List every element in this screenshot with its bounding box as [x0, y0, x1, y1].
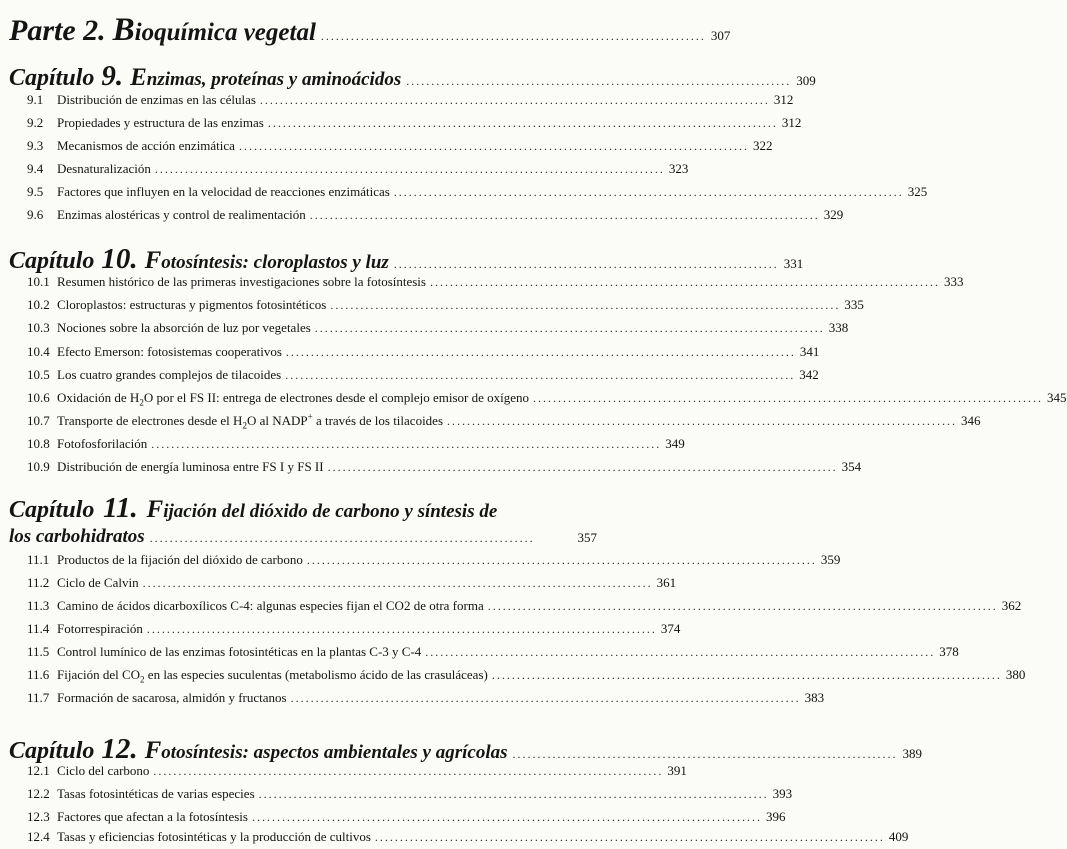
- chapter-page: 389: [902, 746, 923, 761]
- toc-entry: [27, 92, 794, 112]
- section-title: Mecanismos de acción enzimática: [57, 138, 235, 153]
- dot-leader: ......................................................................................................: [259, 93, 770, 107]
- dot-leader: ......................................................................................................: [314, 321, 825, 335]
- section-title: Tasas fotosintéticas de varias especies: [57, 786, 255, 801]
- section-page: 396: [765, 809, 786, 824]
- section-number: 9.1: [27, 92, 44, 107]
- section-number: 10.3: [27, 320, 50, 335]
- chapter-number: 10.: [101, 243, 138, 275]
- section-title-part: a través de los tilacoides: [312, 413, 444, 428]
- subscript: 2: [242, 420, 247, 431]
- section-title: Control lumínico de las enzimas fotosintéticas en la plantas C-3 y C-4: [57, 644, 422, 659]
- dot-leader: ......................................................................................................: [238, 139, 749, 153]
- dot-leader: ......................................................................................................: [290, 691, 801, 705]
- part-title-initial: B: [112, 12, 135, 48]
- toc-entry: [27, 115, 802, 135]
- dot-leader: .............................................................................: [149, 531, 535, 545]
- chapter-page: 309: [796, 73, 816, 88]
- dot-leader: ......................................................................................................: [267, 116, 778, 130]
- section-page: 374: [660, 621, 681, 636]
- section-page: 329: [823, 207, 844, 222]
- dot-leader: ......................................................................................................: [285, 345, 796, 359]
- part-heading: [9, 12, 731, 48]
- section-page: 342: [799, 367, 819, 382]
- section-title: Desnaturalización: [57, 161, 151, 176]
- toc-entry: [27, 390, 1067, 410]
- section-number: 12.1: [27, 763, 50, 778]
- chapter-title-initial: F: [146, 496, 164, 523]
- section-page: 341: [799, 344, 820, 359]
- section-number: 11.7: [27, 690, 50, 705]
- section-number: 10.5: [27, 367, 50, 382]
- chapter-heading: [9, 733, 923, 766]
- toc-entry: [27, 598, 1022, 618]
- section-title: Nociones sobre la absorción de luz por vegetales: [57, 320, 311, 335]
- dot-leader: .............................................................................: [393, 257, 779, 271]
- toc-entry: [27, 367, 819, 387]
- dot-leader: ......................................................................................................: [285, 368, 796, 382]
- dot-leader: ......................................................................................................: [251, 810, 762, 824]
- dot-leader: ......................................................................................................: [151, 437, 662, 451]
- section-title-part: O por el FS II: entrega de electrones desde el complejo emisor de oxígeno: [143, 390, 529, 405]
- chapter-number: 9.: [101, 60, 124, 92]
- toc-entry: [27, 763, 687, 783]
- section-page: 333: [943, 274, 964, 289]
- toc-entry: [27, 344, 820, 364]
- section-title: Ciclo del carbono: [57, 763, 150, 778]
- section-page: 378: [939, 644, 959, 659]
- dot-leader: .............................................................................: [320, 29, 706, 43]
- section-number: 11.4: [27, 621, 50, 636]
- superscript: +: [307, 411, 313, 422]
- section-page: 359: [820, 552, 841, 567]
- section-page: 325: [907, 184, 928, 199]
- section-number: 9.2: [27, 115, 44, 130]
- section-page: 346: [961, 413, 981, 428]
- section-number: 11.3: [27, 598, 50, 613]
- section-title: Productos de la fijación del dióxido de carbono: [57, 552, 303, 567]
- chapter-title: otosíntesis: cloroplastos y luz: [161, 252, 389, 273]
- chapter-title-initial: F: [144, 247, 162, 274]
- section-page: 335: [844, 297, 864, 312]
- toc-entry: [27, 552, 841, 572]
- section-title: [57, 413, 443, 429]
- section-number: 11.5: [27, 644, 50, 659]
- dot-leader: ......................................................................................................: [487, 599, 998, 613]
- part-title-rest: ioquímica vegetal: [134, 19, 316, 46]
- section-number: 10.4: [27, 344, 50, 359]
- section-page: 354: [841, 459, 862, 474]
- section-title: [57, 667, 488, 683]
- section-page: 380: [1005, 667, 1026, 682]
- part-page: 307: [710, 28, 731, 43]
- dot-leader: ......................................................................................................: [146, 622, 657, 636]
- chapter-page: 331: [783, 256, 804, 271]
- section-title-part: Transporte de electrones desde el H: [57, 413, 243, 428]
- dot-leader: ......................................................................................................: [306, 553, 817, 567]
- section-number: 9.3: [27, 138, 44, 153]
- dot-leader: ......................................................................................................: [491, 668, 1002, 682]
- dot-leader: ......................................................................................................: [309, 208, 820, 222]
- chapter-title: ijación del dióxido de carbono y síntesis de: [163, 501, 498, 522]
- dot-leader: ......................................................................................................: [327, 460, 838, 474]
- section-title: Enzimas alostéricas y control de realimentación: [57, 207, 306, 222]
- section-page: 362: [1001, 598, 1022, 613]
- section-title-part: O al NADP: [246, 413, 308, 428]
- section-title: Efecto Emerson: fotosistemas cooperativos: [57, 344, 282, 359]
- section-title: Camino de ácidos dicarboxílicos C-4: algunas especies fijan el CO2 de otra forma: [57, 598, 484, 613]
- section-page: 383: [804, 690, 825, 705]
- dot-leader: ......................................................................................................: [533, 391, 1043, 405]
- section-title: Distribución de enzimas en las células: [57, 92, 256, 107]
- chapter-title-initial: E: [130, 64, 147, 91]
- section-number: 12.4: [27, 829, 50, 844]
- section-page: 312: [781, 115, 802, 130]
- section-title: Formación de sacarosa, almidón y fructanos: [57, 690, 287, 705]
- dot-leader: ......................................................................................................: [142, 576, 653, 590]
- subscript: 2: [139, 397, 144, 408]
- section-page: 409: [888, 829, 909, 844]
- section-page: 393: [772, 786, 793, 801]
- section-title: Propiedades y estructura de las enzimas: [57, 115, 264, 130]
- dot-leader: ......................................................................................................: [374, 830, 885, 844]
- toc-entry: [27, 138, 773, 158]
- section-number: 10.9: [27, 459, 50, 474]
- section-page: 338: [828, 320, 849, 335]
- section-number: 10.1: [27, 274, 50, 289]
- chapter-label: Capítulo: [9, 248, 95, 274]
- chapter-number: 12.: [101, 733, 138, 765]
- dot-leader: ......................................................................................................: [425, 645, 936, 659]
- section-page: 312: [773, 92, 794, 107]
- chapter-heading: [9, 60, 816, 93]
- section-number: 11.6: [27, 667, 50, 682]
- dot-leader: ......................................................................................................: [153, 764, 664, 778]
- part-prefix: Parte 2.: [9, 14, 106, 47]
- chapter-heading: [9, 492, 597, 549]
- section-title: Distribución de energía luminosa entre FS I y FS II: [57, 459, 324, 474]
- section-number: 9.6: [27, 207, 44, 222]
- toc-entry: [27, 690, 825, 710]
- toc-entry: [27, 411, 981, 433]
- dot-leader: ......................................................................................................: [447, 414, 958, 428]
- chapter-label: Capítulo: [9, 497, 95, 523]
- section-title: Resumen histórico de las primeras investigaciones sobre la fotosíntesis: [57, 274, 426, 289]
- section-number: 10.6: [27, 390, 50, 405]
- dot-leader: ......................................................................................................: [330, 298, 841, 312]
- toc-entry: [27, 161, 689, 181]
- section-title: Fotofosforilación: [57, 436, 148, 451]
- toc-entry: [27, 320, 849, 340]
- toc-entry: [27, 297, 864, 317]
- section-title: Los cuatro grandes complejos de tilacoides: [57, 367, 282, 382]
- toc-entry: [27, 436, 685, 456]
- section-number: 9.4: [27, 161, 44, 176]
- section-number: 11.1: [27, 552, 50, 567]
- section-title: Fotorrespiración: [57, 621, 143, 636]
- section-page: 349: [665, 436, 685, 451]
- section-page: 345: [1047, 390, 1067, 405]
- subscript: 2: [140, 674, 145, 685]
- chapter-label: Capítulo: [9, 65, 95, 91]
- section-title-part: Oxidación de H: [57, 390, 140, 405]
- dot-leader: ......................................................................................................: [258, 787, 769, 801]
- section-page: 391: [667, 763, 687, 778]
- section-page: 323: [668, 161, 689, 176]
- section-number: 11.2: [27, 575, 50, 590]
- section-number: 12.3: [27, 809, 50, 824]
- section-title: Cloroplastos: estructuras y pigmentos fotosintéticos: [57, 297, 327, 312]
- toc-entry: [27, 459, 862, 479]
- section-title-part: en las especies suculentas (metabolismo ácido de las crasuláceas): [144, 667, 488, 682]
- section-number: 9.5: [27, 184, 44, 199]
- toc-entry: [27, 207, 844, 227]
- chapter-heading: [9, 243, 804, 276]
- section-title-part: Fijación del CO: [57, 667, 141, 682]
- toc-entry: [27, 809, 786, 829]
- section-number: 10.7: [27, 413, 50, 428]
- toc-entry: [27, 667, 1026, 687]
- dot-leader: ......................................................................................................: [154, 162, 665, 176]
- toc-entry: [27, 575, 677, 595]
- dot-leader: .............................................................................: [406, 74, 792, 88]
- dot-leader: .............................................................................: [512, 747, 898, 761]
- toc-entry: [27, 274, 964, 294]
- section-title: [57, 390, 529, 406]
- chapter-page: 357: [577, 530, 597, 545]
- section-title: Ciclo de Calvin: [57, 575, 139, 590]
- toc-entry: [27, 786, 793, 806]
- section-number: 12.2: [27, 786, 50, 801]
- toc-entry: [27, 184, 928, 204]
- chapter-title-initial: F: [144, 737, 162, 764]
- chapter-number: 11.: [103, 492, 138, 524]
- dot-leader: ......................................................................................................: [393, 185, 904, 199]
- section-number: 10.2: [27, 297, 50, 312]
- section-page: 322: [752, 138, 773, 153]
- section-title: Tasas y eficiencias fotosintéticas y la producción de cultivos: [57, 829, 371, 844]
- chapter-title: nzimas, proteínas y aminoácidos: [146, 69, 402, 90]
- chapter-label: Capítulo: [9, 738, 95, 764]
- chapter-title-line2: los carbohidratos: [9, 526, 145, 547]
- section-number: 10.8: [27, 436, 50, 451]
- toc-entry: [27, 621, 681, 641]
- toc-entry: [27, 644, 959, 664]
- section-title: Factores que influyen en la velocidad de reacciones enzimáticas: [57, 184, 390, 199]
- section-page: 361: [656, 575, 677, 590]
- toc-entry: [27, 829, 909, 849]
- dot-leader: ......................................................................................................: [429, 275, 940, 289]
- section-title: Factores que afectan a la fotosíntesis: [57, 809, 248, 824]
- chapter-title: otosíntesis: aspectos ambientales y agrícolas: [161, 742, 508, 763]
